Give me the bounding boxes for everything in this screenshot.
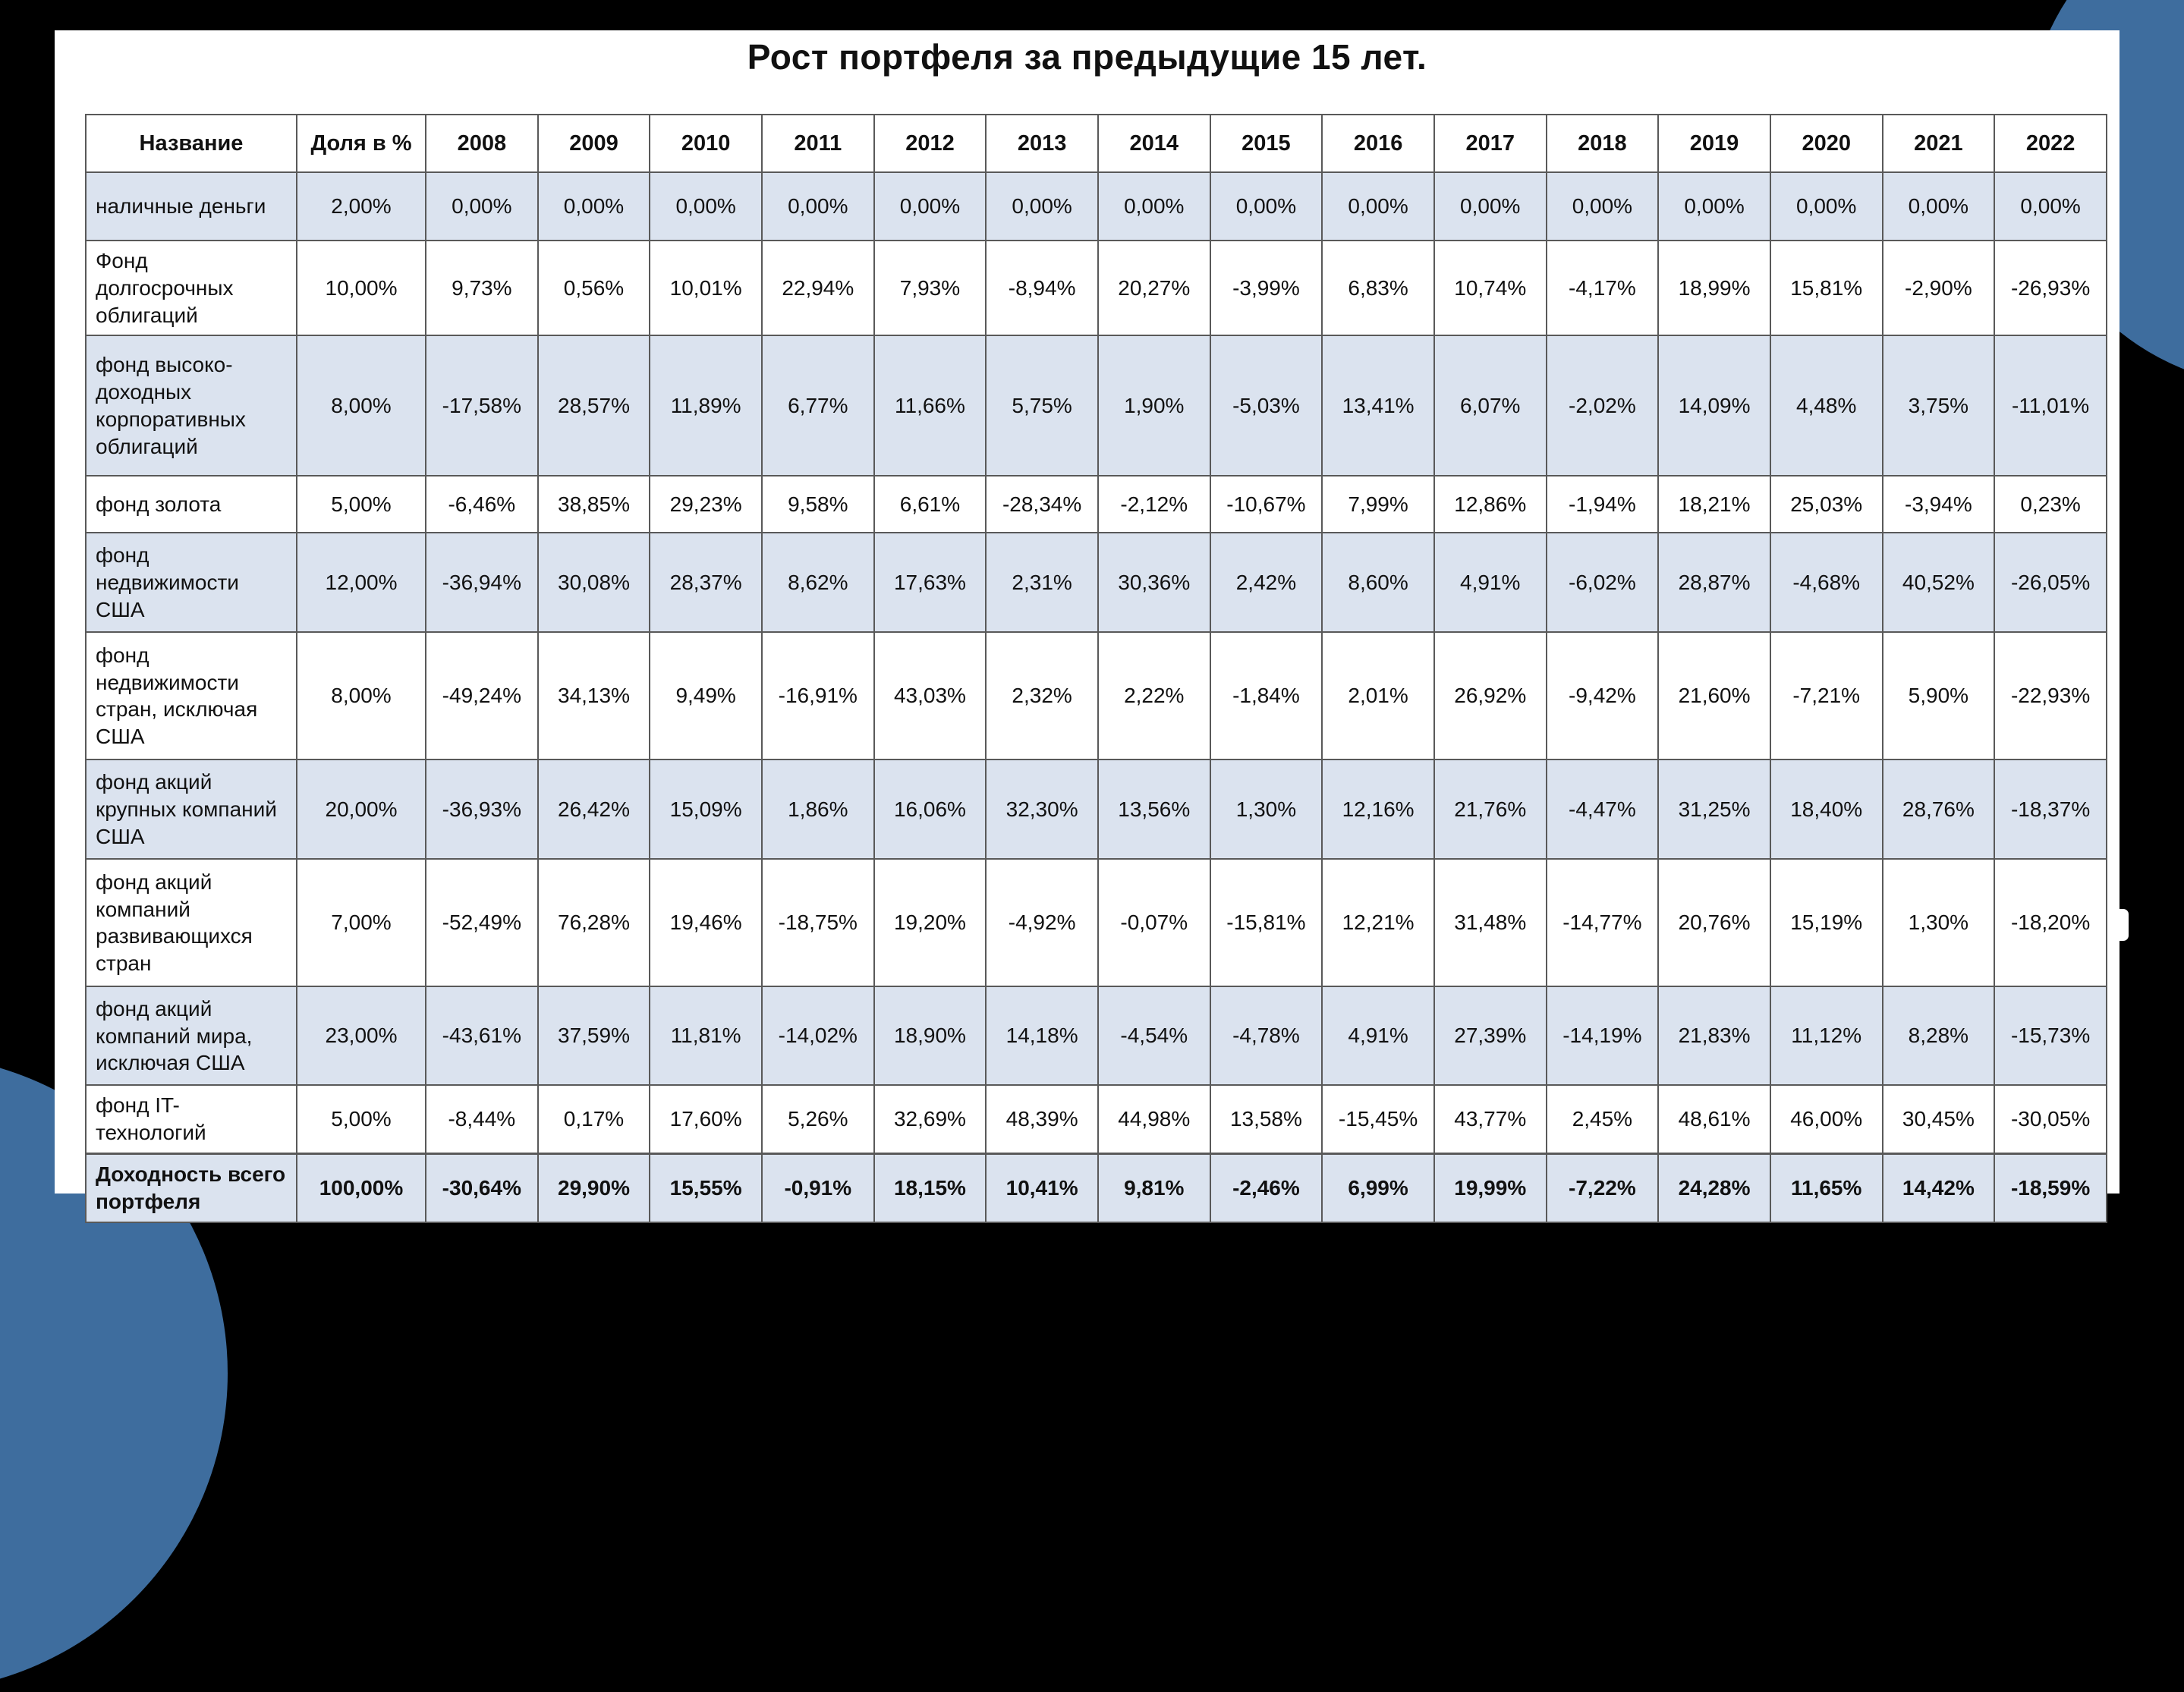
value-cell: 15,81% (1770, 241, 1883, 335)
column-header: 2014 (1098, 115, 1210, 172)
value-cell: 44,98% (1098, 1085, 1210, 1153)
value-cell: -15,73% (1994, 986, 2107, 1085)
value-cell: 1,30% (1883, 859, 1995, 986)
column-header: 2017 (1434, 115, 1547, 172)
value-cell: 0,00% (874, 172, 987, 241)
column-header: Название (86, 115, 297, 172)
value-cell: -8,44% (426, 1085, 538, 1153)
value-cell: -6,46% (426, 476, 538, 533)
page-title: Рост портфеля за предыдущие 15 лет. (747, 37, 1427, 77)
value-cell: -14,19% (1547, 986, 1659, 1085)
table-row (86, 172, 2107, 241)
value-cell: 16,06% (874, 760, 987, 859)
value-cell: 14,42% (1883, 1154, 1995, 1222)
value-cell: 27,39% (1434, 986, 1547, 1085)
fund-name-cell: фонд золота (86, 476, 297, 533)
value-cell: 5,75% (986, 335, 1098, 476)
fund-name-cell: Доходность всего портфеля (86, 1154, 297, 1222)
table-row (86, 241, 2107, 335)
column-header: 2016 (1322, 115, 1434, 172)
value-cell: 29,23% (650, 476, 762, 533)
fund-name-cell: фонд IT-технологий (86, 1085, 297, 1153)
value-cell: 20,76% (1658, 859, 1770, 986)
value-cell: 18,99% (1658, 241, 1770, 335)
value-cell: 13,58% (1210, 1085, 1323, 1153)
value-cell: 6,99% (1322, 1154, 1434, 1222)
value-cell: -1,84% (1210, 632, 1323, 760)
share-cell: 12,00% (297, 533, 426, 632)
value-cell: 32,30% (986, 760, 1098, 859)
value-cell: 2,42% (1210, 533, 1323, 632)
value-cell: 12,21% (1322, 859, 1434, 986)
share-cell: 8,00% (297, 632, 426, 760)
value-cell: -4,54% (1098, 986, 1210, 1085)
table-row (86, 632, 2107, 760)
fund-name-cell: фонд акций компаний развивающихся стран (86, 859, 297, 986)
column-header: 2018 (1547, 115, 1659, 172)
value-cell: 2,01% (1322, 632, 1434, 760)
value-cell: 48,39% (986, 1085, 1098, 1153)
value-cell: 13,41% (1322, 335, 1434, 476)
slide-panel (55, 30, 2119, 1213)
fund-name-cell: наличные деньги (86, 172, 297, 241)
value-cell: 18,21% (1658, 476, 1770, 533)
value-cell: 0,00% (1210, 172, 1323, 241)
value-cell: 12,86% (1434, 476, 1547, 533)
value-cell: 34,13% (538, 632, 650, 760)
share-cell: 23,00% (297, 986, 426, 1085)
value-cell: -3,99% (1210, 241, 1323, 335)
value-cell: 12,16% (1322, 760, 1434, 859)
value-cell: -2,90% (1883, 241, 1995, 335)
value-cell: 18,15% (874, 1154, 987, 1222)
value-cell: -10,67% (1210, 476, 1323, 533)
value-cell: 10,01% (650, 241, 762, 335)
value-cell: 0,56% (538, 241, 650, 335)
value-cell: 4,48% (1770, 335, 1883, 476)
value-cell: -36,94% (426, 533, 538, 632)
fund-name-cell: фонд недвижимости США (86, 533, 297, 632)
value-cell: 18,40% (1770, 760, 1883, 859)
value-cell: 8,60% (1322, 533, 1434, 632)
value-cell: -2,46% (1210, 1154, 1323, 1222)
value-cell: -5,03% (1210, 335, 1323, 476)
fund-name-cell: фонд недвижимости стран, исключая США (86, 632, 297, 760)
value-cell: 7,99% (1322, 476, 1434, 533)
value-cell: 19,99% (1434, 1154, 1547, 1222)
value-cell: -7,21% (1770, 632, 1883, 760)
value-cell: -2,02% (1547, 335, 1659, 476)
value-cell: -15,81% (1210, 859, 1323, 986)
column-header: 2022 (1994, 115, 2107, 172)
value-cell: 11,65% (1770, 1154, 1883, 1222)
value-cell: 1,90% (1098, 335, 1210, 476)
value-cell: 3,75% (1883, 335, 1995, 476)
value-cell: 6,61% (874, 476, 987, 533)
value-cell: 43,77% (1434, 1085, 1547, 1153)
value-cell: -18,59% (1994, 1154, 2107, 1222)
value-cell: -4,47% (1547, 760, 1659, 859)
value-cell: 8,62% (762, 533, 874, 632)
value-cell: 28,57% (538, 335, 650, 476)
value-cell: 28,76% (1883, 760, 1995, 859)
share-cell: 5,00% (297, 476, 426, 533)
value-cell: -28,34% (986, 476, 1098, 533)
value-cell: -17,58% (426, 335, 538, 476)
value-cell: 0,00% (1322, 172, 1434, 241)
column-header: 2008 (426, 115, 538, 172)
column-header: 2020 (1770, 115, 1883, 172)
value-cell: 13,56% (1098, 760, 1210, 859)
value-cell: 0,00% (1770, 172, 1883, 241)
value-cell: 1,30% (1210, 760, 1323, 859)
value-cell: 6,77% (762, 335, 874, 476)
value-cell: 7,93% (874, 241, 987, 335)
value-cell: -2,12% (1098, 476, 1210, 533)
value-cell: 30,08% (538, 533, 650, 632)
value-cell: 17,63% (874, 533, 987, 632)
table-body (86, 172, 2107, 1222)
value-cell: 14,18% (986, 986, 1098, 1085)
value-cell: 19,20% (874, 859, 987, 986)
value-cell: 21,83% (1658, 986, 1770, 1085)
value-cell: -36,93% (426, 760, 538, 859)
value-cell: 1,86% (762, 760, 874, 859)
table-row (86, 859, 2107, 986)
value-cell: 0,00% (650, 172, 762, 241)
value-cell: 10,41% (986, 1154, 1098, 1222)
value-cell: 6,07% (1434, 335, 1547, 476)
value-cell: 5,26% (762, 1085, 874, 1153)
fund-name-cell: фонд акций компаний мира, исключая США (86, 986, 297, 1085)
value-cell: 25,03% (1770, 476, 1883, 533)
value-cell: 14,09% (1658, 335, 1770, 476)
value-cell: 37,59% (538, 986, 650, 1085)
value-cell: -8,94% (986, 241, 1098, 335)
fund-name-cell: фонд высоко-доходных корпоративных облигаций (86, 335, 297, 476)
value-cell: 4,91% (1434, 533, 1547, 632)
value-cell: 18,90% (874, 986, 987, 1085)
column-header: Доля в % (297, 115, 426, 172)
value-cell: -1,94% (1547, 476, 1659, 533)
value-cell: 2,31% (986, 533, 1098, 632)
share-cell: 7,00% (297, 859, 426, 986)
column-header: 2012 (874, 115, 987, 172)
value-cell: 32,69% (874, 1085, 987, 1153)
value-cell: 29,90% (538, 1154, 650, 1222)
table-row (86, 1085, 2107, 1153)
table-row (86, 335, 2107, 476)
column-header: 2015 (1210, 115, 1323, 172)
value-cell: 11,89% (650, 335, 762, 476)
value-cell: 0,00% (1994, 172, 2107, 241)
table-row (86, 760, 2107, 859)
value-cell: 10,74% (1434, 241, 1547, 335)
value-cell: 0,00% (762, 172, 874, 241)
value-cell: 9,73% (426, 241, 538, 335)
value-cell: 15,09% (650, 760, 762, 859)
value-cell: 20,27% (1098, 241, 1210, 335)
value-cell: 46,00% (1770, 1085, 1883, 1153)
value-cell: -49,24% (426, 632, 538, 760)
value-cell: 8,28% (1883, 986, 1995, 1085)
value-cell: 26,92% (1434, 632, 1547, 760)
value-cell: -9,42% (1547, 632, 1659, 760)
value-cell: 0,00% (1434, 172, 1547, 241)
value-cell: -14,02% (762, 986, 874, 1085)
value-cell: 40,52% (1883, 533, 1995, 632)
value-cell: 30,36% (1098, 533, 1210, 632)
value-cell: 2,45% (1547, 1085, 1659, 1153)
value-cell: 24,28% (1658, 1154, 1770, 1222)
value-cell: 4,91% (1322, 986, 1434, 1085)
value-cell: 0,00% (986, 172, 1098, 241)
value-cell: -4,92% (986, 859, 1098, 986)
column-header: 2009 (538, 115, 650, 172)
value-cell: -26,93% (1994, 241, 2107, 335)
table-row (86, 986, 2107, 1085)
value-cell: 0,00% (538, 172, 650, 241)
value-cell: -4,17% (1547, 241, 1659, 335)
value-cell: -16,91% (762, 632, 874, 760)
value-cell: 30,45% (1883, 1085, 1995, 1153)
value-cell: -4,68% (1770, 533, 1883, 632)
value-cell: -30,64% (426, 1154, 538, 1222)
value-cell: 6,83% (1322, 241, 1434, 335)
fund-name-cell: фонд акций крупных компаний США (86, 760, 297, 859)
column-header: 2011 (762, 115, 874, 172)
share-cell: 100,00% (297, 1154, 426, 1222)
column-header: 2021 (1883, 115, 1995, 172)
value-cell: 5,90% (1883, 632, 1995, 760)
value-cell: -26,05% (1994, 533, 2107, 632)
value-cell: 0,00% (1098, 172, 1210, 241)
value-cell: -4,78% (1210, 986, 1323, 1085)
share-cell: 10,00% (297, 241, 426, 335)
value-cell: 15,19% (1770, 859, 1883, 986)
value-cell: -18,37% (1994, 760, 2107, 859)
value-cell: 19,46% (650, 859, 762, 986)
share-cell: 5,00% (297, 1085, 426, 1153)
value-cell: -22,93% (1994, 632, 2107, 760)
share-cell: 2,00% (297, 172, 426, 241)
value-cell: 28,87% (1658, 533, 1770, 632)
value-cell: 21,76% (1434, 760, 1547, 859)
value-cell: 48,61% (1658, 1085, 1770, 1153)
value-cell: -14,77% (1547, 859, 1659, 986)
header-row (86, 115, 2107, 172)
value-cell: 0,00% (1547, 172, 1659, 241)
value-cell: 38,85% (538, 476, 650, 533)
column-header: 2010 (650, 115, 762, 172)
value-cell: 0,23% (1994, 476, 2107, 533)
value-cell: -18,75% (762, 859, 874, 986)
value-cell: 28,37% (650, 533, 762, 632)
value-cell: 0,00% (426, 172, 538, 241)
value-cell: 17,60% (650, 1085, 762, 1153)
value-cell: -43,61% (426, 986, 538, 1085)
value-cell: 9,49% (650, 632, 762, 760)
value-cell: -6,02% (1547, 533, 1659, 632)
value-cell: 9,81% (1098, 1154, 1210, 1222)
table-row (86, 533, 2107, 632)
value-cell: -3,94% (1883, 476, 1995, 533)
value-cell: 22,94% (762, 241, 874, 335)
column-header: 2013 (986, 115, 1098, 172)
total-row (86, 1154, 2107, 1222)
value-cell: 21,60% (1658, 632, 1770, 760)
share-cell: 8,00% (297, 335, 426, 476)
value-cell: 31,48% (1434, 859, 1547, 986)
value-cell: 11,66% (874, 335, 987, 476)
edge-tab (2116, 909, 2129, 941)
value-cell: -7,22% (1547, 1154, 1659, 1222)
value-cell: 9,58% (762, 476, 874, 533)
share-cell: 20,00% (297, 760, 426, 859)
fund-name-cell: Фонд долгосрочных облигаций (86, 241, 297, 335)
value-cell: 15,55% (650, 1154, 762, 1222)
value-cell: 31,25% (1658, 760, 1770, 859)
value-cell: 11,12% (1770, 986, 1883, 1085)
value-cell: -30,05% (1994, 1085, 2107, 1153)
value-cell: -0,07% (1098, 859, 1210, 986)
value-cell: 0,17% (538, 1085, 650, 1153)
value-cell: 0,00% (1658, 172, 1770, 241)
value-cell: 2,32% (986, 632, 1098, 760)
value-cell: -0,91% (762, 1154, 874, 1222)
value-cell: -18,20% (1994, 859, 2107, 986)
portfolio-returns-table (85, 114, 2107, 1223)
value-cell: 2,22% (1098, 632, 1210, 760)
value-cell: -15,45% (1322, 1085, 1434, 1153)
value-cell: -52,49% (426, 859, 538, 986)
value-cell: -11,01% (1994, 335, 2107, 476)
table-header (86, 115, 2107, 172)
value-cell: 43,03% (874, 632, 987, 760)
value-cell: 11,81% (650, 986, 762, 1085)
value-cell: 76,28% (538, 859, 650, 986)
column-header: 2019 (1658, 115, 1770, 172)
table-row (86, 476, 2107, 533)
value-cell: 0,00% (1883, 172, 1995, 241)
value-cell: 26,42% (538, 760, 650, 859)
